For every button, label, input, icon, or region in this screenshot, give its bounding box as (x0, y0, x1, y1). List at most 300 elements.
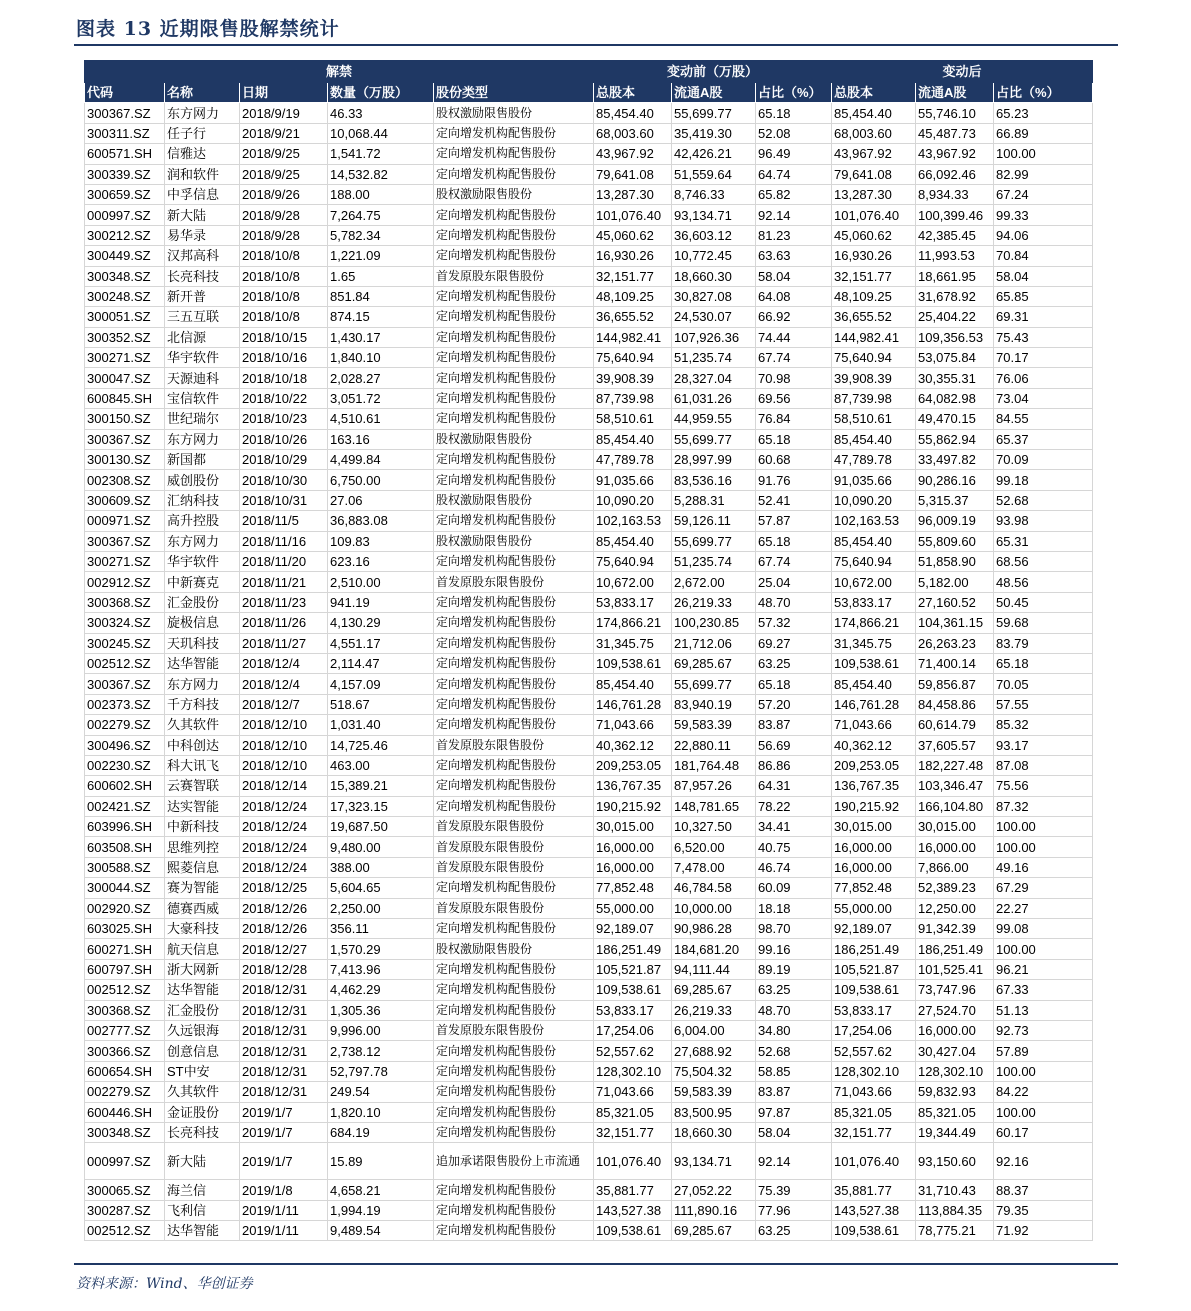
column-header: 股份类型 (434, 83, 594, 103)
table-row (85, 694, 1093, 714)
table-cell: 60.68 (756, 450, 832, 470)
table-cell: 101,076.40 (594, 205, 672, 225)
table-cell: 75,640.94 (594, 551, 672, 571)
table-cell: 58.85 (756, 1061, 832, 1081)
table-cell: 三五互联 (165, 307, 240, 327)
table-cell: 100.00 (994, 939, 1093, 959)
table-cell: 16,000.00 (916, 1020, 994, 1040)
table-cell: 东方网力 (165, 674, 240, 694)
table-cell: 43,967.92 (916, 144, 994, 164)
table-cell: 首发原股东限售股份 (434, 1020, 594, 1040)
table-cell: 1.65 (328, 266, 434, 286)
table-cell: 148,781.65 (672, 796, 756, 816)
table-cell: 14,532.82 (328, 164, 434, 184)
table-cell: 13,287.30 (594, 184, 672, 204)
table-cell: 6,004.00 (672, 1020, 756, 1040)
table-cell: 10,068.44 (328, 123, 434, 143)
table-cell: 69.56 (756, 388, 832, 408)
table-cell: 46.33 (328, 103, 434, 123)
table-row (85, 225, 1093, 245)
table-cell: 101,076.40 (832, 1143, 916, 1180)
table-cell: 金证股份 (165, 1102, 240, 1122)
table-cell: 30,827.08 (672, 286, 756, 306)
table-cell: 73,747.96 (916, 980, 994, 1000)
table-cell: 300588.SZ (85, 857, 165, 877)
table-cell: 2018/10/18 (240, 368, 328, 388)
table-cell: 209,253.05 (594, 755, 672, 775)
table-cell: 45,060.62 (832, 225, 916, 245)
table-cell: 300271.SZ (85, 551, 165, 571)
table-cell: 24,530.07 (672, 307, 756, 327)
table-cell: 84.22 (994, 1082, 1093, 1102)
table-cell: 31,345.75 (594, 633, 672, 653)
table-cell: 52,557.62 (594, 1041, 672, 1061)
table-cell: 2,250.00 (328, 898, 434, 918)
table-cell: 定向增发机构配售股份 (434, 674, 594, 694)
table-cell: 定向增发机构配售股份 (434, 388, 594, 408)
table-cell: 53,833.17 (832, 1000, 916, 1020)
table-cell: 长亮科技 (165, 1122, 240, 1142)
table-cell: 76.84 (756, 409, 832, 429)
table-cell: 10,672.00 (594, 572, 672, 592)
table-cell: 57.32 (756, 613, 832, 633)
table-cell: 101,525.41 (916, 959, 994, 979)
table-cell: 3,051.72 (328, 388, 434, 408)
table-cell: 10,090.20 (832, 490, 916, 510)
table-cell: 17,323.15 (328, 796, 434, 816)
table-row (85, 1082, 1093, 1102)
table-cell: 100,399.46 (916, 205, 994, 225)
table-cell: 东方网力 (165, 531, 240, 551)
table-cell: 34.41 (756, 817, 832, 837)
table-cell: 新国都 (165, 450, 240, 470)
table-cell: 40.75 (756, 837, 832, 857)
table-cell: 300150.SZ (85, 409, 165, 429)
table-cell: 定向增发机构配售股份 (434, 286, 594, 306)
table-cell: 67.24 (994, 184, 1093, 204)
table-cell: 46,784.58 (672, 878, 756, 898)
table-cell: 4,658.21 (328, 1180, 434, 1200)
table-cell: 96,009.19 (916, 511, 994, 531)
table-cell: 684.19 (328, 1122, 434, 1142)
column-header: 占比（%） (756, 83, 832, 103)
table-cell: 109,538.61 (832, 1221, 916, 1241)
table-cell: 002373.SZ (85, 694, 165, 714)
table-cell: 定向增发机构配售股份 (434, 368, 594, 388)
table-cell: 39,908.39 (832, 368, 916, 388)
table-row (85, 429, 1093, 449)
table-cell: 6,520.00 (672, 837, 756, 857)
table-cell: 300324.SZ (85, 613, 165, 633)
table-cell: 941.19 (328, 592, 434, 612)
table-row (85, 1180, 1093, 1200)
chart-title: 图表 13 近期限售股解禁统计 (76, 18, 340, 40)
table-cell: 67.74 (756, 348, 832, 368)
table-cell: 新大陆 (165, 205, 240, 225)
table-cell: 100.00 (994, 817, 1093, 837)
table-cell: 定向增发机构配售股份 (434, 1221, 594, 1241)
table-row (85, 1122, 1093, 1142)
table-row (85, 1020, 1093, 1040)
table-cell: 39,908.39 (594, 368, 672, 388)
table-cell: 88.37 (994, 1180, 1093, 1200)
table-cell: 70.98 (756, 368, 832, 388)
table-cell: 4,462.29 (328, 980, 434, 1000)
table-cell: 股权激励限售股份 (434, 429, 594, 449)
table-cell: 85,454.40 (594, 674, 672, 694)
table-cell: 70.05 (994, 674, 1093, 694)
column-header: 数量（万股） (328, 83, 434, 103)
table-cell: 93.98 (994, 511, 1093, 531)
table-cell: 股权激励限售股份 (434, 939, 594, 959)
table-cell: 59,856.87 (916, 674, 994, 694)
table-cell: 75,504.32 (672, 1061, 756, 1081)
table-cell: 002279.SZ (85, 715, 165, 735)
table-cell: 300367.SZ (85, 674, 165, 694)
table-cell: 113,884.35 (916, 1200, 994, 1220)
table-cell: 74.44 (756, 327, 832, 347)
table-cell: 9,996.00 (328, 1020, 434, 1040)
table-cell: 32,151.77 (594, 266, 672, 286)
table-cell: 92,189.07 (594, 919, 672, 939)
table-cell: 63.63 (756, 246, 832, 266)
table-cell: 100.00 (994, 1061, 1093, 1081)
table-cell: 42,426.21 (672, 144, 756, 164)
table-cell: 36,655.52 (832, 307, 916, 327)
table-cell: 128,302.10 (594, 1061, 672, 1081)
table-row (85, 164, 1093, 184)
table-cell: 2018/12/10 (240, 735, 328, 755)
table-row (85, 980, 1093, 1000)
table-cell: 91,035.66 (594, 470, 672, 490)
table-cell: 190,215.92 (832, 796, 916, 816)
table-cell: 2018/12/4 (240, 653, 328, 673)
table-cell: 定向增发机构配售股份 (434, 653, 594, 673)
table-row (85, 1200, 1093, 1220)
table-cell: 27,160.52 (916, 592, 994, 612)
table-cell: 75,640.94 (832, 551, 916, 571)
table-cell: 2018/12/31 (240, 1020, 328, 1040)
table-cell: 85,321.05 (594, 1102, 672, 1122)
table-cell: 87,957.26 (672, 776, 756, 796)
table-cell: 50.45 (994, 592, 1093, 612)
table-cell: 首发原股东限售股份 (434, 572, 594, 592)
table-cell: 57.89 (994, 1041, 1093, 1061)
table-cell: 2018/11/23 (240, 592, 328, 612)
table-cell: 2,114.47 (328, 653, 434, 673)
table-cell: 威创股份 (165, 470, 240, 490)
table-cell: 65.37 (994, 429, 1093, 449)
table-cell: 定向增发机构配售股份 (434, 551, 594, 571)
table-cell: 65.18 (756, 103, 832, 123)
table-cell: 1,994.19 (328, 1200, 434, 1220)
table-row (85, 939, 1093, 959)
table-cell: 1,541.72 (328, 144, 434, 164)
table-cell: 52.08 (756, 123, 832, 143)
table-cell: 77.96 (756, 1200, 832, 1220)
table-cell: 定向增发机构配售股份 (434, 633, 594, 653)
table-cell: 7,866.00 (916, 857, 994, 877)
table-cell: 2018/12/24 (240, 857, 328, 877)
table-cell: 103,346.47 (916, 776, 994, 796)
table-row (85, 348, 1093, 368)
table-row (85, 633, 1093, 653)
table-cell: 77,852.48 (594, 878, 672, 898)
table-cell: 达华智能 (165, 980, 240, 1000)
table-cell: 35,419.30 (672, 123, 756, 143)
table-cell: 69.31 (994, 307, 1093, 327)
table-cell: 109,538.61 (594, 653, 672, 673)
table-cell: 4,130.29 (328, 613, 434, 633)
table-cell: 59,583.39 (672, 1082, 756, 1102)
table-cell: 10,327.50 (672, 817, 756, 837)
table-cell: 首发原股东限售股份 (434, 898, 594, 918)
table-cell: 143,527.38 (594, 1200, 672, 1220)
table-cell: 94.06 (994, 225, 1093, 245)
table-cell: 109,538.61 (832, 653, 916, 673)
table-cell: 定向增发机构配售股份 (434, 1061, 594, 1081)
table-cell: 定向增发机构配售股份 (434, 144, 594, 164)
table-cell: 68,003.60 (832, 123, 916, 143)
table-cell: 7,413.96 (328, 959, 434, 979)
table-cell: 2018/12/31 (240, 1082, 328, 1102)
table-cell: 28,327.04 (672, 368, 756, 388)
table-cell: 定向增发机构配售股份 (434, 1102, 594, 1122)
table-cell: 83,940.19 (672, 694, 756, 714)
table-cell: 002230.SZ (85, 755, 165, 775)
table-cell: 2018/9/19 (240, 103, 328, 123)
table-cell: 58,510.61 (832, 409, 916, 429)
table-cell: 航天信息 (165, 939, 240, 959)
table-cell: 30,427.04 (916, 1041, 994, 1061)
table-cell: 600271.SH (85, 939, 165, 959)
table-row (85, 1102, 1093, 1122)
table-cell: 定向增发机构配售股份 (434, 1000, 594, 1020)
table-cell: 16,000.00 (594, 837, 672, 857)
table-cell: 19,687.50 (328, 817, 434, 837)
table-cell: 科大讯飞 (165, 755, 240, 775)
table-cell: 67.29 (994, 878, 1093, 898)
table-cell: 66.89 (994, 123, 1093, 143)
table-row (85, 103, 1093, 123)
table-cell: 定向增发机构配售股份 (434, 164, 594, 184)
table-cell: 长亮科技 (165, 266, 240, 286)
table-cell: 93,134.71 (672, 1143, 756, 1180)
table-cell: 65.18 (756, 674, 832, 694)
table-cell: 4,551.17 (328, 633, 434, 653)
table-cell: 16,000.00 (832, 837, 916, 857)
table-cell: 定向增发机构配售股份 (434, 1082, 594, 1102)
table-row (85, 919, 1093, 939)
table-cell: 32,151.77 (594, 1122, 672, 1142)
table-cell: 300287.SZ (85, 1200, 165, 1220)
table-cell: 93.17 (994, 735, 1093, 755)
table-cell: 002912.SZ (85, 572, 165, 592)
table-cell: 53,833.17 (594, 592, 672, 612)
table-cell: 定向增发机构配售股份 (434, 409, 594, 429)
table-cell: 102,163.53 (832, 511, 916, 531)
table-cell: 300609.SZ (85, 490, 165, 510)
table-cell: 000997.SZ (85, 205, 165, 225)
table-cell: 100,230.85 (672, 613, 756, 633)
table-cell: 186,251.49 (594, 939, 672, 959)
table-cell: 86.86 (756, 755, 832, 775)
table-cell: 定向增发机构配售股份 (434, 694, 594, 714)
table-cell: 43,967.92 (832, 144, 916, 164)
table-cell: 600845.SH (85, 388, 165, 408)
table-cell: 92,189.07 (832, 919, 916, 939)
table-cell: 209,253.05 (832, 755, 916, 775)
table-cell: 定向增发机构配售股份 (434, 776, 594, 796)
table-cell: 64.31 (756, 776, 832, 796)
table-cell: 1,430.17 (328, 327, 434, 347)
table-row (85, 878, 1093, 898)
table-cell: 69,285.67 (672, 980, 756, 1000)
table-cell: 8,934.33 (916, 184, 994, 204)
table-cell: 定向增发机构配售股份 (434, 348, 594, 368)
table-cell: 飞利信 (165, 1200, 240, 1220)
table-cell: 19,344.49 (916, 1122, 994, 1142)
table-cell: 136,767.35 (594, 776, 672, 796)
table-cell: 55,699.77 (672, 531, 756, 551)
table-row (85, 857, 1093, 877)
table-cell: 79.35 (994, 1200, 1093, 1220)
table-cell: 52.68 (994, 490, 1093, 510)
table-cell: 新开普 (165, 286, 240, 306)
table-cell: 9,480.00 (328, 837, 434, 857)
table-cell: 2018/11/26 (240, 613, 328, 633)
table-cell: 大豪科技 (165, 919, 240, 939)
table-cell: 2018/12/4 (240, 674, 328, 694)
table-cell: 78.22 (756, 796, 832, 816)
table-cell: 77,852.48 (832, 878, 916, 898)
table-cell: 天玑科技 (165, 633, 240, 653)
table-cell: 85,321.05 (832, 1102, 916, 1122)
table-row (85, 184, 1093, 204)
table-cell: 52,557.62 (832, 1041, 916, 1061)
table-cell: 70.84 (994, 246, 1093, 266)
table-cell: 184,681.20 (672, 939, 756, 959)
table-row (85, 409, 1093, 429)
table-cell: 1,570.29 (328, 939, 434, 959)
table-cell: 82.99 (994, 164, 1093, 184)
table-cell: 定向增发机构配售股份 (434, 796, 594, 816)
table-row (85, 368, 1093, 388)
table-cell: 51.13 (994, 1000, 1093, 1020)
table-cell: 中孚信息 (165, 184, 240, 204)
table-cell: 57.20 (756, 694, 832, 714)
table-cell: 100.00 (994, 144, 1093, 164)
table-cell: 300044.SZ (85, 878, 165, 898)
table-cell: 36,883.08 (328, 511, 434, 531)
table-cell: 36,655.52 (594, 307, 672, 327)
table-cell: 27,688.92 (672, 1041, 756, 1061)
table-cell: 中新赛克 (165, 572, 240, 592)
table-cell: 002512.SZ (85, 653, 165, 673)
table-cell: 52,797.78 (328, 1061, 434, 1081)
column-header: 日期 (240, 83, 328, 103)
table-cell: 63.25 (756, 1221, 832, 1241)
table-cell: 17,254.06 (832, 1020, 916, 1040)
table-cell: 定向增发机构配售股份 (434, 205, 594, 225)
table-cell: 42,385.45 (916, 225, 994, 245)
table-cell: 71.92 (994, 1221, 1093, 1241)
table-cell: 2018/10/16 (240, 348, 328, 368)
table-cell: 463.00 (328, 755, 434, 775)
table-cell: 中科创达 (165, 735, 240, 755)
table-cell: 166,104.80 (916, 796, 994, 816)
table-cell: 99.16 (756, 939, 832, 959)
table-cell: 85,321.05 (916, 1102, 994, 1122)
table-cell: 83,500.95 (672, 1102, 756, 1122)
table-cell: 65.18 (994, 653, 1093, 673)
table-cell: 518.67 (328, 694, 434, 714)
table-cell: 华宇软件 (165, 551, 240, 571)
table-cell: 5,782.34 (328, 225, 434, 245)
table-cell: 新大陆 (165, 1143, 240, 1180)
table-row (85, 898, 1093, 918)
table-cell: 35,881.77 (594, 1180, 672, 1200)
table-cell: 45,487.73 (916, 123, 994, 143)
table-cell: 300065.SZ (85, 1180, 165, 1200)
table-cell: 16,930.26 (832, 246, 916, 266)
table-cell: 65.85 (994, 286, 1093, 306)
table-cell: 300368.SZ (85, 592, 165, 612)
table-cell: 定向增发机构配售股份 (434, 470, 594, 490)
table-cell: 浙大网新 (165, 959, 240, 979)
table-row (85, 511, 1093, 531)
table-cell: 7,478.00 (672, 857, 756, 877)
table-cell: 旋极信息 (165, 613, 240, 633)
table-row (85, 1041, 1093, 1061)
table-cell: 世纪瑞尔 (165, 409, 240, 429)
table-cell: 83.87 (756, 715, 832, 735)
table-cell: 首发原股东限售股份 (434, 735, 594, 755)
table-cell: 4,510.61 (328, 409, 434, 429)
table-cell: 18.18 (756, 898, 832, 918)
table-cell: 25,404.22 (916, 307, 994, 327)
table-cell: 宝信软件 (165, 388, 240, 408)
table-cell: 91.76 (756, 470, 832, 490)
table-cell: 174,866.21 (594, 613, 672, 633)
table-cell: 300366.SZ (85, 1041, 165, 1061)
table-cell: 定向增发机构配售股份 (434, 123, 594, 143)
table-cell: 2019/1/7 (240, 1122, 328, 1142)
table-cell: 定向增发机构配售股份 (434, 980, 594, 1000)
table-row (85, 531, 1093, 551)
table-cell: 55,746.10 (916, 103, 994, 123)
table-cell: 4,499.84 (328, 450, 434, 470)
table-cell: 300130.SZ (85, 450, 165, 470)
table-cell: 181,764.48 (672, 755, 756, 775)
column-header: 总股本 (832, 83, 916, 103)
table-cell: 186,251.49 (916, 939, 994, 959)
table-cell: 15.89 (328, 1143, 434, 1180)
table-cell: 5,604.65 (328, 878, 434, 898)
table-cell: 高升控股 (165, 511, 240, 531)
table-cell: 股权激励限售股份 (434, 184, 594, 204)
table-cell: 144,982.41 (832, 327, 916, 347)
table-cell: 83,536.16 (672, 470, 756, 490)
table-cell: 定向增发机构配售股份 (434, 450, 594, 470)
table-cell: 定向增发机构配售股份 (434, 307, 594, 327)
table-cell: 65.18 (756, 531, 832, 551)
table-cell: 1,031.40 (328, 715, 434, 735)
table-cell: 63.25 (756, 653, 832, 673)
table-cell: 汇金股份 (165, 592, 240, 612)
table-cell: 赛为智能 (165, 878, 240, 898)
table-cell: 熙菱信息 (165, 857, 240, 877)
